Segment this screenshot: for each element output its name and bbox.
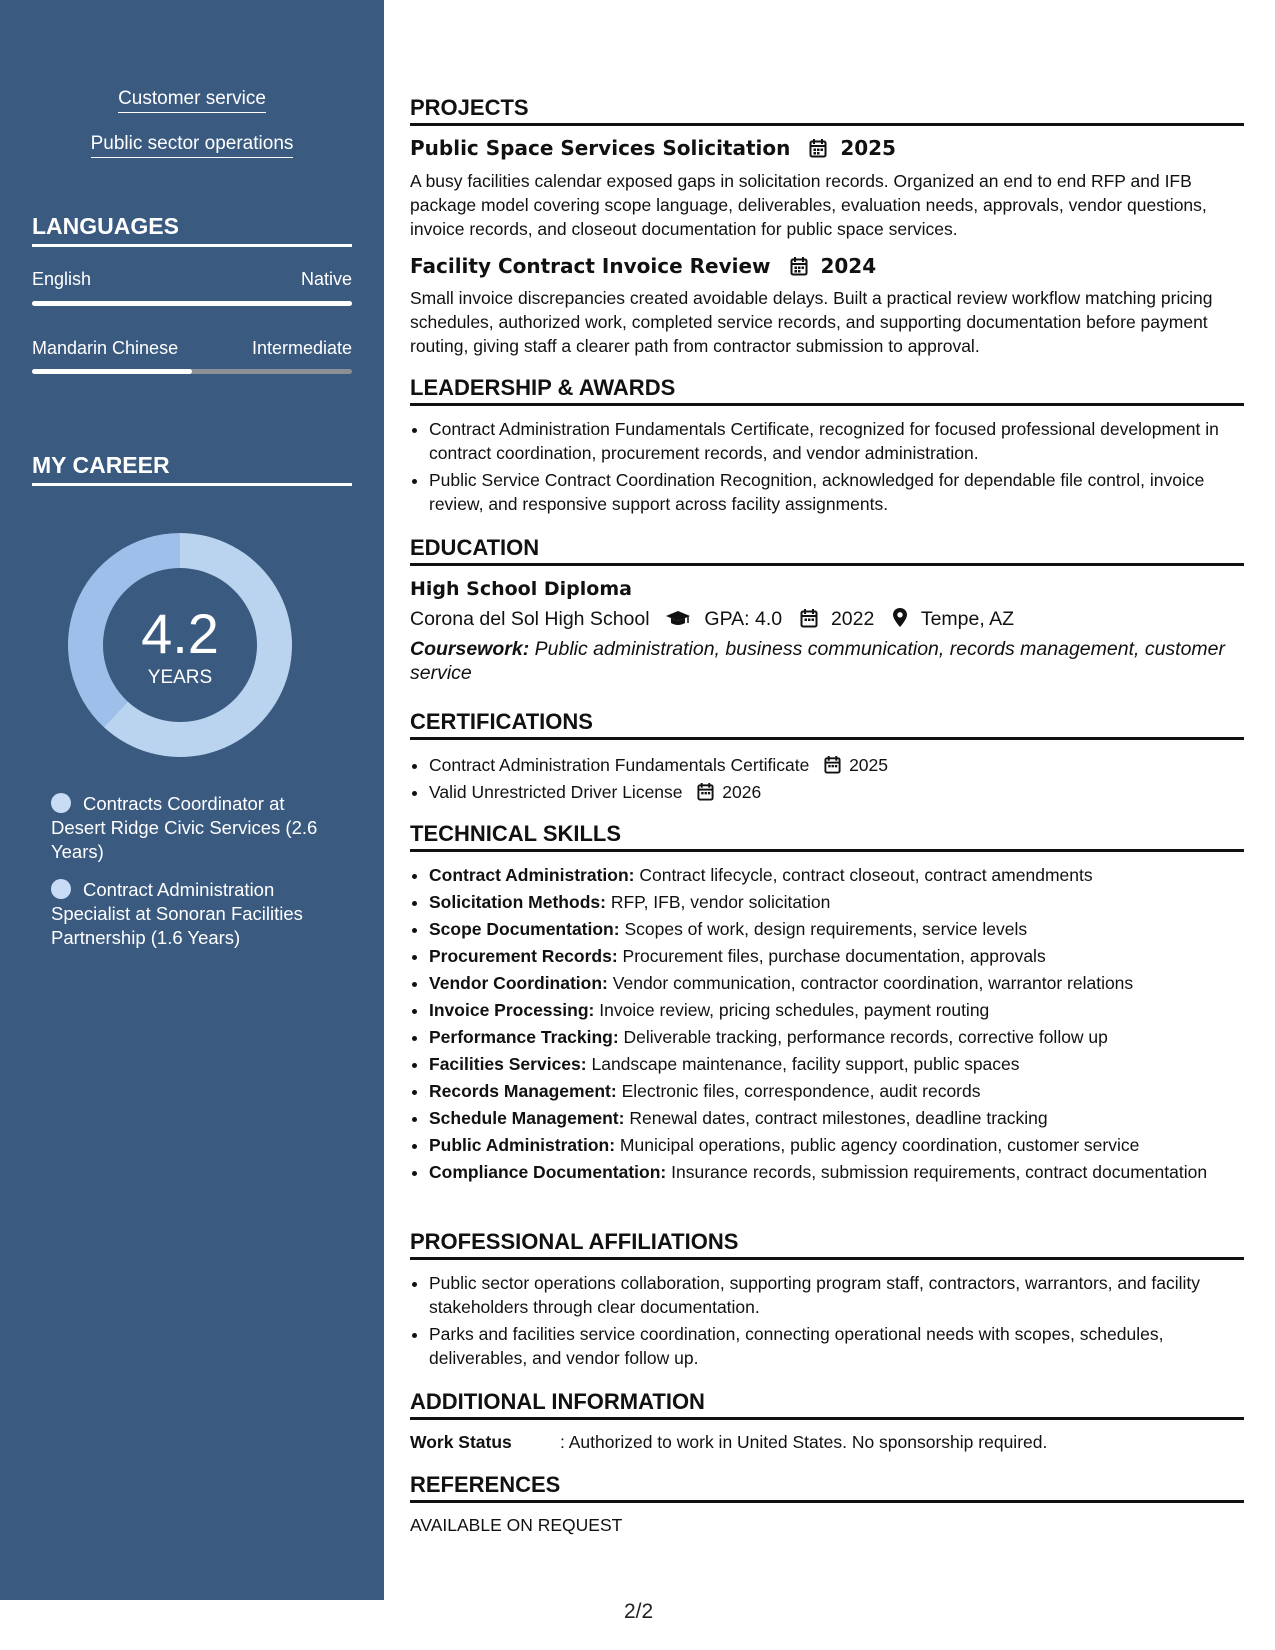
work-status [410,1432,1047,1453]
list-item: • Contract Administration Fundamentals Certificate, recognized for focused professional development in contract coordination, procurement records, and vendor administration. [429,417,1244,465]
calendar-icon [800,608,818,628]
skill-label: Scope Documentation: [429,919,620,939]
skill-label: Public Administration: [429,1135,616,1155]
coursework-text: Public administration, business communication, records management, customer service [410,638,1226,684]
skill-tag: Public sector operations [0,133,384,155]
calendar-icon [824,755,841,774]
leadership-list [410,417,1244,519]
skill-label: Performance Tracking: [429,1027,619,1047]
skill-text: Insurance records, submission requirements, contract documentation [671,1162,1208,1182]
list-item [429,753,1244,777]
skill-label: Schedule Management: [429,1108,625,1128]
language-level: Native [300,269,352,289]
coursework [410,637,1235,685]
technical-skills-list [410,863,1244,1187]
language-bar [32,301,352,306]
skill-text: Procurement files, purchase documentation, approvals [622,946,1046,966]
calendar-icon [697,782,714,801]
project-title: Public Space Services Solicitation 2025 [410,136,896,160]
skill-text: Scopes of work, design requirements, service levels [624,919,1028,939]
skill-item [429,944,1244,968]
leadership-heading: LEADERSHIP & AWARDS [410,375,1244,406]
bullet-dot-icon [51,879,71,899]
career-total: 4.2 [141,602,219,665]
skill-label: Contract Administration: [429,865,635,885]
certification-year: 2026 [722,782,762,802]
skill-text: Renewal dates, contract milestones, deadline tracking [629,1108,1048,1128]
list-item [429,780,1244,804]
school-name: Corona del Sol High School [410,608,650,630]
skill-label: Facilities Services: [429,1054,587,1074]
language-level: Intermediate [251,338,352,358]
certification-name: Valid Unrestricted Driver License [429,782,683,802]
language-row [32,269,352,290]
languages-heading: LANGUAGES [32,213,352,247]
page-number: 2/2 [624,1600,654,1623]
skill-text: Contract lifecycle, contract closeout, contract amendments [639,865,1093,885]
skill-label: Records Management: [429,1081,617,1101]
project-year: 2025 [840,136,896,160]
skill-text: RFP, IFB, vendor solicitation [610,892,831,912]
calendar-icon [790,256,808,276]
language-row [32,338,352,359]
education-heading: EDUCATION [410,535,1244,566]
references-text: AVAILABLE ON REQUEST [410,1515,623,1535]
graduation-cap-icon [665,610,691,628]
skill-tag: Customer service [0,88,384,110]
work-status-value: : Authorized to work in United States. No sponsorship required. [560,1432,1048,1452]
sidebar [0,0,384,1600]
skill-item [429,1079,1244,1103]
project-description: A busy facilities calendar exposed gaps in solicitation records. Organized an end to end RFP and IFB package model covering scope language, deliverables, evaluation needs, approvals, vendor questions, invoice records, and closeout documentation for public space services. [410,171,1207,239]
skill-text: Invoice review, pricing schedules, payment routing [599,1000,990,1020]
skill-label: Invoice Processing: [429,1000,595,1020]
list-item: • Parks and facilities service coordination, connecting operational needs with scopes, schedules, deliverables, and vendor follow up. [429,1322,1244,1370]
school-location: Tempe, AZ [920,608,1015,630]
affiliations-heading: PROFESSIONAL AFFILIATIONS [410,1229,1244,1260]
work-status-label: Work Status [410,1432,512,1452]
certification-year: 2025 [849,755,888,775]
skill-item [429,863,1244,887]
additional-info-heading: ADDITIONAL INFORMATION [410,1389,1244,1420]
skill-item [429,1106,1244,1130]
bullet-dot-icon [51,793,71,813]
skill-item [429,1160,1244,1184]
language-name: English [32,269,92,289]
degree-title: High School Diploma [410,578,632,600]
career-donut-chart [66,531,294,759]
graduation-year: 2022 [830,608,875,630]
location-pin-icon [892,607,908,628]
project-title: Facility Contract Invoice Review 2024 [410,254,877,278]
calendar-icon [809,138,827,158]
skill-label: Solicitation Methods: [429,892,606,912]
skill-item [429,917,1244,941]
language-bar-fill [32,301,352,306]
project-year: 2024 [820,254,877,278]
skill-item [429,1133,1244,1157]
certifications-list [410,753,1244,807]
skill-text: Landscape maintenance, facility support, public spaces [591,1054,1020,1074]
skill-label: Compliance Documentation: [429,1162,667,1182]
certification-name: Contract Administration Fundamentals Certificate [429,755,810,775]
career-item: Contract Administration Specialist at Sonoran Facilities Partnership (1.6 Years) [51,879,303,948]
skill-text: Municipal operations, public agency coordination, customer service [619,1135,1140,1155]
list-item: • Public sector operations collaboration, supporting program staff, contractors, warrantors, and facility stakeholders through clear documentation. [429,1271,1244,1319]
references-heading: REFERENCES [410,1472,1244,1503]
projects-heading: PROJECTS [410,95,1244,126]
skill-text: Deliverable tracking, performance records, corrective follow up [623,1027,1108,1047]
certifications-heading: CERTIFICATIONS [410,709,1244,740]
technical-skills-heading: TECHNICAL SKILLS [410,821,1244,852]
career-heading: MY CAREER [32,452,352,486]
skill-item [429,971,1244,995]
gpa: GPA: 4.0 [704,608,783,630]
language-bar [32,369,352,374]
project-description: Small invoice discrepancies created avoidable delays. Built a practical review workflow matching pricing schedules, authorized work, completed service records, and supporting documentation before payment routing, giving staff a clearer path from contractor submission to approval. [410,288,1213,356]
skill-item [429,890,1244,914]
skill-label: Vendor Coordination: [429,973,608,993]
skill-item [429,1052,1244,1076]
affiliations-list [410,1271,1244,1373]
career-unit: YEARS [147,667,213,688]
skill-text: Electronic files, correspondence, audit records [621,1081,981,1101]
skill-text: Vendor communication, contractor coordination, warrantor relations [612,973,1134,993]
skill-item [429,998,1244,1022]
language-name: Mandarin Chinese [32,338,179,358]
education-details [410,607,1235,631]
language-bar-fill [32,369,192,374]
skill-item [429,1025,1244,1049]
career-item: Contracts Coordinator at Desert Ridge Civic Services (2.6 Years) [51,793,318,862]
skill-label: Procurement Records: [429,946,618,966]
list-item: • Public Service Contract Coordination Recognition, acknowledged for dependable file control, invoice review, and responsive support across facility assignments. [429,468,1244,516]
coursework-label: Coursework: [410,638,530,660]
